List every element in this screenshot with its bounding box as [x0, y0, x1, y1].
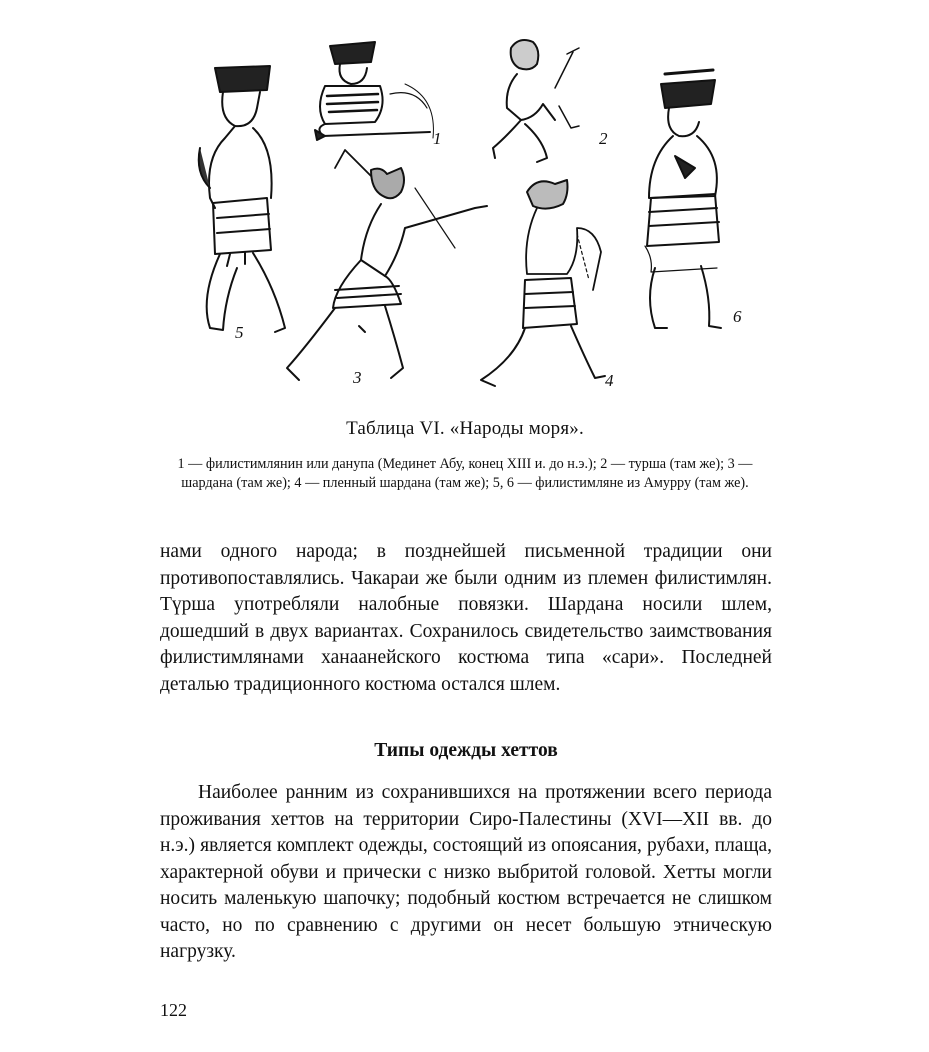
figure-label-1: 1 [433, 129, 442, 148]
figure-label-5: 5 [235, 323, 244, 342]
illustration-sea-peoples [175, 28, 775, 398]
figure-5-drawing [199, 66, 285, 332]
section-heading: Типы одежды хеттов [374, 740, 558, 761]
figure-2-drawing [493, 40, 608, 162]
figure-label-6: 6 [733, 307, 742, 326]
figure-label-4: 4 [605, 371, 614, 390]
figure-label-3: 3 [353, 368, 362, 387]
figure-label-2: 2 [599, 129, 608, 148]
paragraph-2: Наиболее ранним из сохранившихся на протяжении всего периода проживания хеттов на территории Сиро-Палестины (XVI—XII вв. до н.э.) является комплект одежды, состоящий из опоясания, рубахи, плаща, характерной обуви и прически с низко выбритой головой. Хетты могли носить маленькую шапочку; подобный костюм встречается не слишком часто, но по сравнению с другими он несет большую этническую нагрузку. [160, 782, 772, 962]
figure-6-drawing [645, 70, 721, 328]
paragraph-1: нами одного народа; в позднейшей письменной традиции они противопоставлялись. Чакараи же были одним из племен филистимлян. Түрша употребляли налобные повязки. Шардана носили шлем, дошедший в двух вариантах. Сохранилось свидетельство заимствования филистимлянами ханаанейского костюма типа «сари». Последней деталью традиционного костюма остался шлем. [160, 541, 772, 695]
figure-caption-note: 1 — филистимлянин или данупа (Мединет Абу, конец XIII и. до н.э.); 2 — турша (там же); 3 — шардана (там же); 4 — пленный шардана (там же); 5, 6 — филистимляне из Амурру (там же). [177, 456, 753, 491]
figure-1-drawing [315, 42, 433, 140]
figure-3-drawing [287, 150, 487, 380]
figure-4-drawing [481, 180, 605, 386]
figure-caption-title: Таблица VI. «Народы моря». [346, 418, 584, 439]
page-number: 122 [160, 1000, 187, 1020]
